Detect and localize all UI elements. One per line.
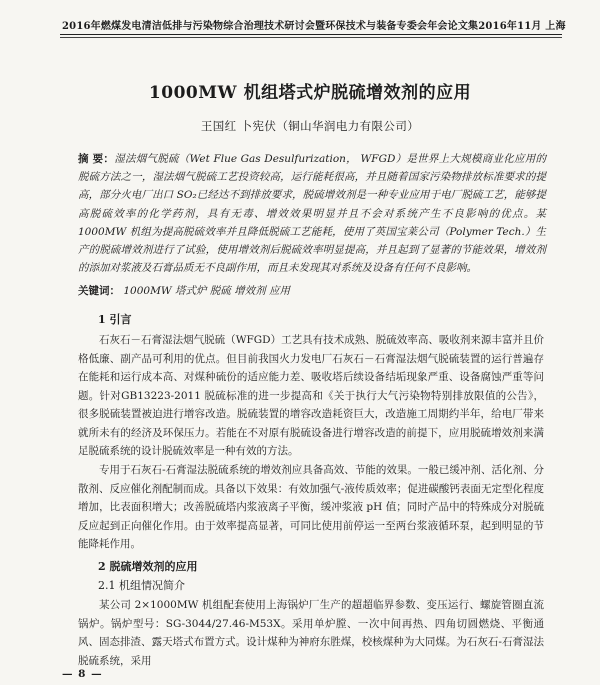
paper-authors: 王国红 卜宪伏（铜山华润电力有限公司） [200, 119, 420, 133]
keywords [78, 283, 546, 299]
header-date-location: 2016年11月 上海 [478, 21, 566, 32]
keywords-text: 1000MW 塔式炉 脱硫 增效剂 应用 [123, 285, 290, 297]
keywords-label: 关键词： [78, 285, 120, 297]
section-2-1-body [78, 596, 544, 667]
section-2-1-paragraph-1: 某公司 2×1000MW 机组配套使用上海锅炉厂生产的超超临界参数、变压运行、螺旋管圈直流锅炉。锅炉型号：SG-3044/27.46-M53X。采用单炉膛、一次中间再热、四角切圆燃烧、平衡通风、固态排渣、露天塔式布置方式。设计煤种为神府东胜煤，校核煤种为大同煤。为石灰石-石膏湿法脱硫系统，采用 [78, 599, 544, 667]
section-1-heading: 1 引言 [98, 313, 132, 326]
paper-title: 1000MW 机组塔式炉脱硫增效剂的应用 [148, 83, 472, 103]
running-header [62, 14, 566, 32]
abstract-text: 湿法烟气脱硫（Wet Flue Gas Desulfurization， WFGD）是世界上大规模商业化应用的脱硫方法之一，湿法烟气脱硫工艺投资较高，运行能耗很高，并且随着国家污染物排放标准要求的提高，部分火电厂出口 SO₂已经达不到排放要求，脱硫增效剂是一种专业应用于电厂脱硫工艺，能够提高脱硫效率的化学药剂，具有无毒、增效效果明显并且不会对系统产生不良影响的优点。某 1000MW 机组为提高脱硫效率并且降低脱硫工艺能耗，使用了英国宝莱公司（Polymer Tech.）生产的脱硫增效剂进行了试验，使用增效剂后脱硫效率明显提高，并且起到了显著的节能效果，增效剂的添加对浆液及石膏品质无不良副作用，而且未发现其对系统及设备有任何不良影响。 [78, 153, 546, 275]
section-2-heading: 2 脱硫增效剂的应用 [98, 560, 198, 573]
abstract-label: 摘 要： [78, 153, 115, 165]
section-2-1-heading: 2.1 机组情况简介 [98, 579, 185, 592]
abstract [78, 150, 546, 277]
section-1-body [78, 331, 544, 461]
header-proceedings-title: 2016年燃煤发电清洁低排与污染物综合治理技术研讨会暨环保技术与装备专委会年会论文集 [62, 21, 479, 32]
section-1-paragraph-2: 专用于石灰石-石膏湿法脱硫系统的增效剂应具备高效、节能的效果。一般已缓冲剂、活化剂、分散剂、反应催化剂配制而成。具备以下效果：有效加强气-液传质效率；促进碳酸钙表面无定型化程度增加，比表面积增大；改善脱硫塔内浆液离子平衡，缓冲浆液 pH 值；同时产品中的特殊成分对脱硫反应起到正向催化作用。由于效率提高显著，可同比使用前停运一至两台浆液循环泵，起到明显的节能降耗作用。 [78, 464, 544, 550]
header-rule-thin [60, 37, 562, 38]
page-number: — 8 — [62, 668, 103, 680]
header-rule [60, 34, 562, 35]
section-1-body-2 [78, 461, 544, 554]
section-1-paragraph-1: 石灰石－石膏湿法烟气脱硫（WFGD）工艺具有技术成熟、脱硫效率高、吸收剂来源丰富并且价格低廉、副产品可利用的优点。但目前我国火力发电厂石灰石－石膏湿法烟气脱硫装置的运行普遍存在能耗和运行成本高、对煤种硫份的适应能力差、吸收塔后续设备结垢现象严重、设备腐蚀严重等问题。针对GB13223-2011 脱硫标准的进一步提高和《关于执行大气污染物特别排放限值的公告》，很多脱硫装置被迫进行增容改造。脱硫装置的增容改造耗资巨大，改造施工周期约半年，给电厂带来就所未有的经济及环保压力。若能在不对原有脱硫设备进行增容改造的前提下，应用脱硫增效剂来满足脱硫系统的设计脱硫效率是一种有效的方法。 [78, 334, 544, 457]
